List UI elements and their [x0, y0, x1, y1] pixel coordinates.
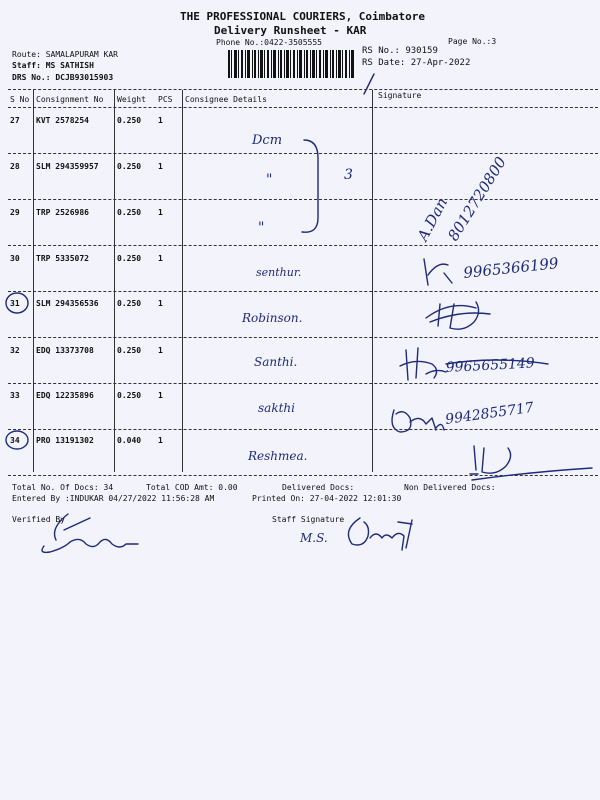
svg-text:Robinson.: Robinson. [242, 311, 303, 325]
phone-number: Phone No.:0422-3505555 [216, 38, 322, 47]
non-delivered-docs: Non Delivered Docs: [404, 483, 496, 492]
col-pcs: PCS [158, 95, 173, 104]
drs-number: DRS No.: DCJB93015903 [12, 73, 114, 82]
col-rule [372, 90, 373, 472]
handwritten-signature [412, 180, 472, 250]
row-consignment: SLM 294359957 [36, 162, 99, 171]
svg-text:": " [258, 220, 265, 236]
staff-signature-label: Staff Signature [272, 515, 345, 524]
handwritten-consignee [252, 350, 332, 374]
header-top-rule [8, 89, 598, 90]
row-sno: 29 [10, 208, 20, 217]
handwritten-consignee [240, 306, 340, 330]
svg-text:9965366199: 9965366199 [462, 254, 560, 282]
runsheet-title: Delivery Runsheet - KAR [214, 24, 367, 37]
row-weight: 0.250 [117, 346, 142, 355]
total-cod: Total COD Amt: 0.00 [146, 483, 238, 492]
page-number: Page No.:3 [448, 37, 497, 46]
row-sno: 30 [10, 254, 20, 263]
brace-mark [300, 138, 330, 238]
svg-text:": " [266, 172, 273, 188]
handwritten-phone [444, 398, 554, 432]
company-title: THE PROFESSIONAL COURIERS, Coimbatore [180, 10, 426, 23]
col-weight: Weight [117, 95, 146, 104]
row-consignment: TRP 2526986 [36, 208, 89, 217]
row-sno: 33 [10, 391, 20, 400]
barcode [228, 50, 356, 78]
svg-text:M.S.: M.S. [300, 531, 328, 545]
svg-text:8012720800: 8012720800 [444, 153, 510, 245]
row-pcs: 1 [158, 299, 163, 308]
printed-on: Printed On: 27-04-2022 12:01:30 [252, 494, 402, 503]
row-consignment: TRP 5335072 [36, 254, 89, 263]
total-docs: Total No. Of Docs: 34 [12, 483, 114, 492]
row-consignment: EDQ 12235896 [36, 391, 94, 400]
handwritten-ditto [264, 170, 284, 188]
row-pcs: 1 [158, 346, 163, 355]
pen-stroke [470, 464, 594, 484]
row-sno: 31 [10, 299, 20, 308]
rs-date: RS Date: 27-Apr-2022 [362, 58, 471, 68]
handwritten-phone [462, 250, 572, 284]
verified-signature [30, 510, 140, 558]
col-consignee: Consignee Details [185, 95, 267, 104]
svg-text:9942855717: 9942855717 [444, 399, 535, 428]
col-rule [114, 90, 115, 472]
handwritten-consignee [254, 262, 334, 284]
row-weight: 0.250 [117, 162, 142, 171]
row-pcs: 1 [158, 391, 163, 400]
col-consignment: Consignment No [36, 95, 104, 104]
row-pcs: 1 [158, 436, 163, 445]
svg-text:3: 3 [344, 167, 353, 183]
svg-text:A.Dan: A.Dan [413, 194, 452, 244]
delivered-docs: Delivered Docs: [282, 483, 355, 492]
svg-text:senthur.: senthur. [256, 266, 302, 279]
col-rule [182, 90, 183, 472]
svg-text:Santhi.: Santhi. [254, 355, 298, 369]
row-sno: 34 [10, 436, 20, 445]
verified-by-label: Verified By [12, 515, 65, 524]
entered-by: Entered By :INDUKAR 04/27/2022 11:56:28 AM [12, 494, 215, 503]
svg-text:Dcm: Dcm [252, 133, 283, 148]
handwritten-number [342, 164, 362, 184]
header-bottom-rule [8, 107, 598, 108]
row-sno: 27 [10, 116, 20, 125]
row-weight: 0.250 [117, 208, 142, 217]
row-consignment: KVT 2578254 [36, 116, 89, 125]
svg-text:Reshmea.: Reshmea. [248, 449, 308, 463]
route: Route: SAMALAPURAM KAR [12, 50, 118, 59]
row-weight: 0.250 [117, 299, 142, 308]
handwritten-signature [386, 400, 446, 440]
svg-text:sakthi: sakthi [258, 401, 295, 415]
handwritten-signature [418, 255, 458, 289]
col-sno: S No [10, 95, 30, 104]
circle-mark [3, 428, 33, 454]
row-rule [8, 291, 598, 292]
rs-number: RS No.: 930159 [362, 46, 438, 56]
row-sno: 28 [10, 162, 20, 171]
handwritten-phone [444, 350, 554, 380]
row-weight: 0.250 [117, 391, 142, 400]
staff-signature [340, 508, 422, 554]
circle-mark [3, 290, 33, 318]
row-rule [8, 383, 598, 384]
col-signature: Signature [378, 91, 422, 100]
handwritten-ditto [256, 218, 276, 236]
row-pcs: 1 [158, 162, 163, 171]
row-pcs: 1 [158, 254, 163, 263]
svg-text:9965655149: 9965655149 [445, 355, 536, 376]
pen-stroke [360, 72, 380, 96]
handwritten-signature [420, 292, 500, 336]
row-weight: 0.250 [117, 254, 142, 263]
row-consignment: PRO 13191302 [36, 436, 94, 445]
staff: Staff: MS SATHISH [12, 61, 94, 70]
handwritten-consignee [256, 396, 336, 420]
row-weight: 0.250 [117, 116, 142, 125]
row-pcs: 1 [158, 208, 163, 217]
row-rule [8, 337, 598, 338]
handwritten-consignee [246, 444, 346, 468]
row-pcs: 1 [158, 116, 163, 125]
row-sno: 32 [10, 346, 20, 355]
row-weight: 0.040 [117, 436, 142, 445]
col-rule [33, 90, 34, 472]
row-consignment: SLM 294356536 [36, 299, 99, 308]
row-consignment: EDQ 13373708 [36, 346, 94, 355]
